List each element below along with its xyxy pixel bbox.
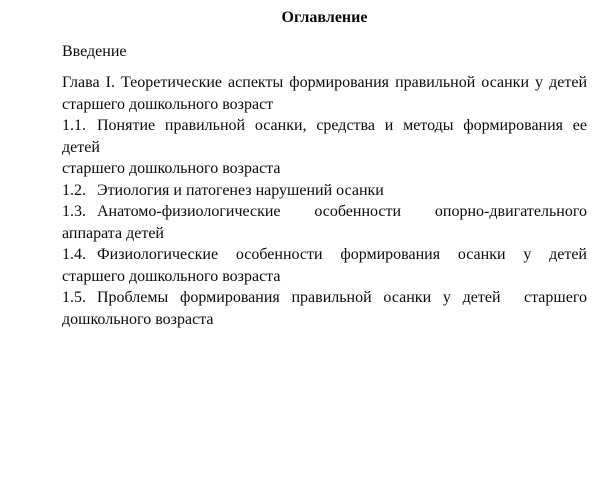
toc-line-text: Анатомо-физиологические особенности опорно-двигательного bbox=[97, 203, 587, 220]
toc-line: Глава I. Теоретические аспекты формирования правильной осанки у детей bbox=[62, 74, 587, 91]
toc-line bbox=[62, 201, 587, 223]
toc-entry-1-5 bbox=[62, 287, 587, 330]
toc-line bbox=[62, 180, 587, 202]
toc-line-text: Проблемы формирования правильной осанки у детей старшего bbox=[97, 289, 587, 306]
toc-line-text: Этиология и патогенез нарушений осанки bbox=[97, 181, 384, 199]
toc-line: старшего дошкольного возраст bbox=[62, 95, 274, 113]
toc-line: аппарата детей bbox=[62, 224, 164, 242]
toc-intro: Введение bbox=[62, 42, 127, 60]
toc-line: старшего дошкольного возраста bbox=[62, 267, 281, 285]
toc-entry-number: 1.3. bbox=[62, 203, 86, 220]
toc-entry-chapter-1 bbox=[62, 72, 587, 115]
toc-entry-1-3 bbox=[62, 201, 587, 244]
toc-entry-number: 1.5. bbox=[62, 289, 86, 306]
toc-line: старшего дошкольного возраста bbox=[62, 160, 281, 177]
toc-entry-1-1 bbox=[62, 115, 587, 180]
toc-entry-number: 1.2. bbox=[62, 181, 86, 199]
toc-line: дошкольного возраста bbox=[62, 310, 214, 328]
toc-line bbox=[62, 115, 587, 158]
toc-line-text: Понятие правильной осанки, средства и методы формирования ее детей bbox=[62, 117, 587, 156]
page-title: Оглавление bbox=[281, 9, 368, 26]
toc-line bbox=[62, 244, 587, 266]
toc-entry-number: 1.1. bbox=[62, 117, 86, 134]
toc-line bbox=[62, 287, 587, 309]
toc-entry-1-2 bbox=[62, 180, 587, 202]
toc-line-text: Физиологические особенности формирования осанки у детей bbox=[97, 246, 587, 263]
toc-entry-1-4 bbox=[62, 244, 587, 287]
toc-entry-number: 1.4. bbox=[62, 246, 86, 263]
